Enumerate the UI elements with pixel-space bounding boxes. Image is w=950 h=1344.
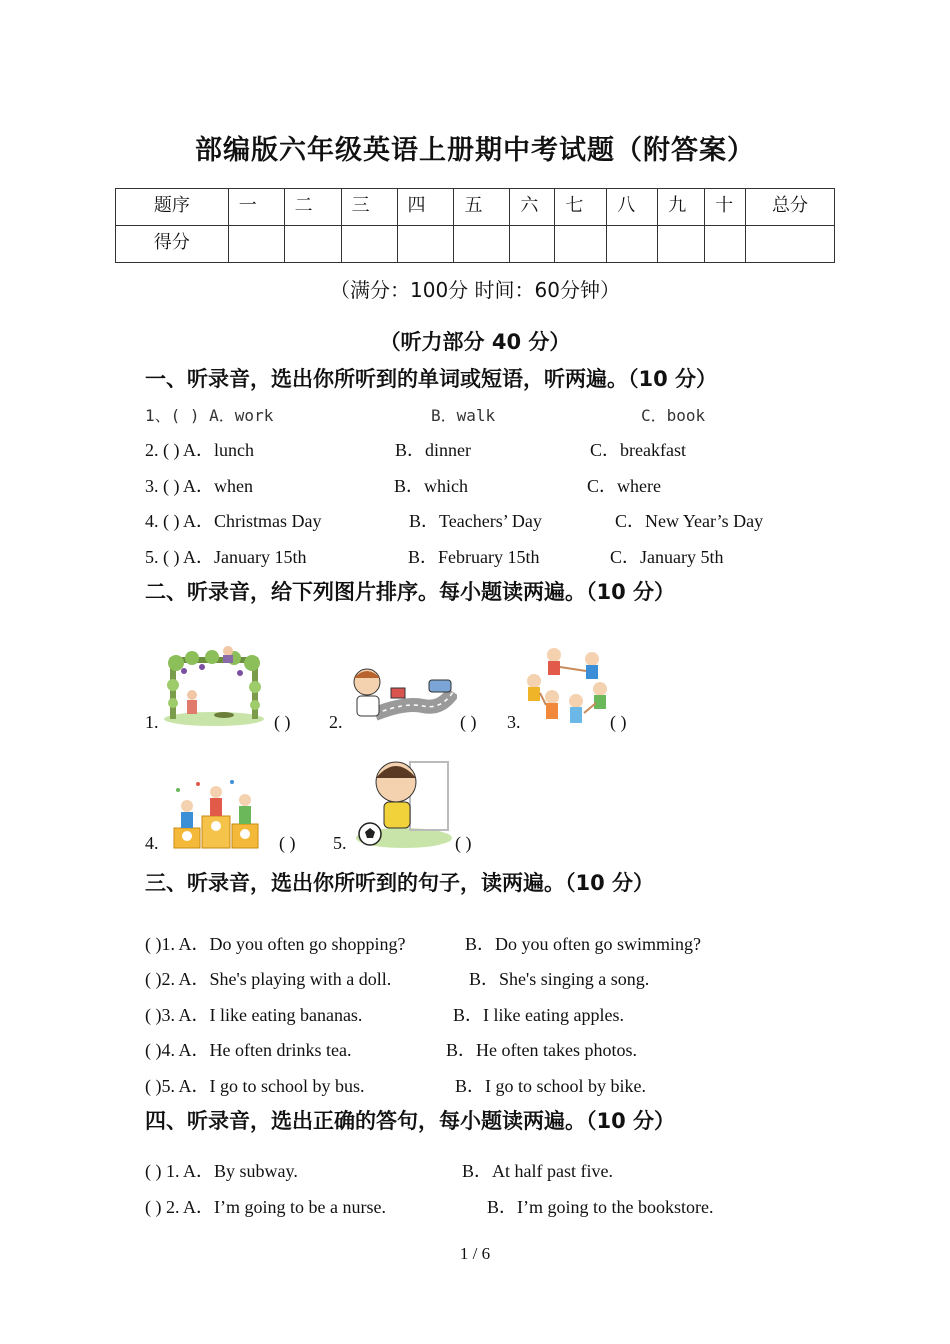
score-cell: 九 [658, 189, 705, 226]
q3-2-b: B．She's singing a song. [469, 969, 650, 989]
score-input-cell [341, 226, 397, 263]
score-cell: 六 [510, 189, 555, 226]
q3-4-b: B．He often takes photos. [446, 1040, 637, 1060]
q1-5-a: 5. ( ) A．January 15th [145, 547, 307, 567]
score-table [115, 188, 835, 263]
q1-3-a: 3. ( ) A．when [145, 476, 253, 496]
q3-1-b: B．Do you often go swimming? [465, 934, 701, 954]
score-input-cell [228, 226, 284, 263]
section-1-heading: 一、听录音，选出你所听到的单词或短语，听两遍。（10 分） [145, 367, 718, 391]
q3-2-a: ( )2. A．She's playing with a doll. [145, 969, 392, 989]
boy-soccer-ball-illustration [350, 756, 452, 850]
page-number: 1 / 6 [459, 1244, 491, 1263]
q1-1-a: 1、( ) A．work [145, 406, 274, 425]
page-title: 部编版六年级英语上册期中考试题（附答案） [195, 135, 755, 166]
score-cell: 十 [705, 189, 746, 226]
q1-4-a: 4. ( ) A．Christmas Day [145, 511, 322, 531]
score-cell: 七 [555, 189, 607, 226]
pic-1-label: 1. [145, 712, 159, 732]
q1-2-b: B．dinner [395, 440, 471, 460]
garden-arch-illustration [162, 645, 266, 727]
score-cell: 题序 [116, 189, 229, 226]
q1-3-c: C．where [587, 476, 661, 496]
pic-3-answer-bracket: ( ) [610, 712, 627, 732]
score-table-header-row [116, 189, 835, 226]
q1-1-c: C．book [641, 406, 706, 425]
q1-4-c: C．New Year’s Day [615, 511, 764, 531]
score-cell: 八 [607, 189, 658, 226]
score-cell: 四 [397, 189, 454, 226]
score-input-cell [658, 226, 705, 263]
score-cell: 得分 [116, 226, 229, 263]
q1-1-b: B．walk [431, 406, 496, 425]
q1-2-c: C．breakfast [590, 440, 686, 460]
q1-2-a: 2. ( ) A．lunch [145, 440, 254, 460]
pic-5-label: 5. [333, 833, 347, 853]
listening-part-label: （听力部分 40 分） [379, 330, 571, 354]
q3-4-a: ( )4. A．He often drinks tea. [145, 1040, 352, 1060]
pic-1-answer-bracket: ( ) [274, 712, 291, 732]
full-marks-time: （满分：100分 时间：60分钟） [330, 278, 620, 302]
q4-1-a: ( ) 1. A．By subway. [145, 1161, 298, 1181]
pic-4-label: 4. [145, 833, 159, 853]
score-cell: 三 [341, 189, 397, 226]
score-cell: 二 [284, 189, 341, 226]
pic-2-answer-bracket: ( ) [460, 712, 477, 732]
pic-3-label: 3. [507, 712, 521, 732]
score-input-cell [705, 226, 746, 263]
children-circle-illustration [524, 645, 610, 727]
score-input-cell [397, 226, 454, 263]
pic-5-answer-bracket: ( ) [455, 833, 472, 853]
score-cell: 五 [454, 189, 510, 226]
score-input-cell [510, 226, 555, 263]
score-input-cell [284, 226, 341, 263]
q4-2-a: ( ) 2. A．I’m going to be a nurse. [145, 1197, 386, 1217]
score-input-cell [555, 226, 607, 263]
pic-2-label: 2. [329, 712, 343, 732]
q3-5-a: ( )5. A．I go to school by bus. [145, 1076, 365, 1096]
section-3-heading: 三、听录音，选出你所听到的句子，读两遍。（10 分） [145, 871, 655, 895]
q1-4-b: B．Teachers’ Day [409, 511, 542, 531]
q1-5-b: B．February 15th [408, 547, 540, 567]
score-input-cell [607, 226, 658, 263]
q3-5-b: B．I go to school by bike. [455, 1076, 646, 1096]
boy-toy-road-illustration [345, 662, 457, 726]
q1-3-b: B．which [394, 476, 468, 496]
pic-4-answer-bracket: ( ) [279, 833, 296, 853]
q4-2-b: B．I’m going to the bookstore. [487, 1197, 714, 1217]
section-4-heading: 四、听录音，选出正确的答句，每小题读两遍。（10 分） [145, 1109, 676, 1133]
score-cell: 一 [228, 189, 284, 226]
section-2-heading: 二、听录音，给下列图片排序。每小题读两遍。（10 分） [145, 580, 676, 604]
score-cell: 总分 [746, 189, 835, 226]
q3-1-a: ( )1. A．Do you often go shopping? [145, 934, 406, 954]
score-table-score-row [116, 226, 835, 263]
q3-3-a: ( )3. A．I like eating bananas. [145, 1005, 363, 1025]
q4-1-b: B．At half past five. [462, 1161, 613, 1181]
winners-podium-illustration [168, 776, 264, 850]
score-input-cell [454, 226, 510, 263]
q1-5-c: C．January 5th [610, 547, 724, 567]
q3-3-b: B．I like eating apples. [453, 1005, 624, 1025]
score-input-cell [746, 226, 835, 263]
